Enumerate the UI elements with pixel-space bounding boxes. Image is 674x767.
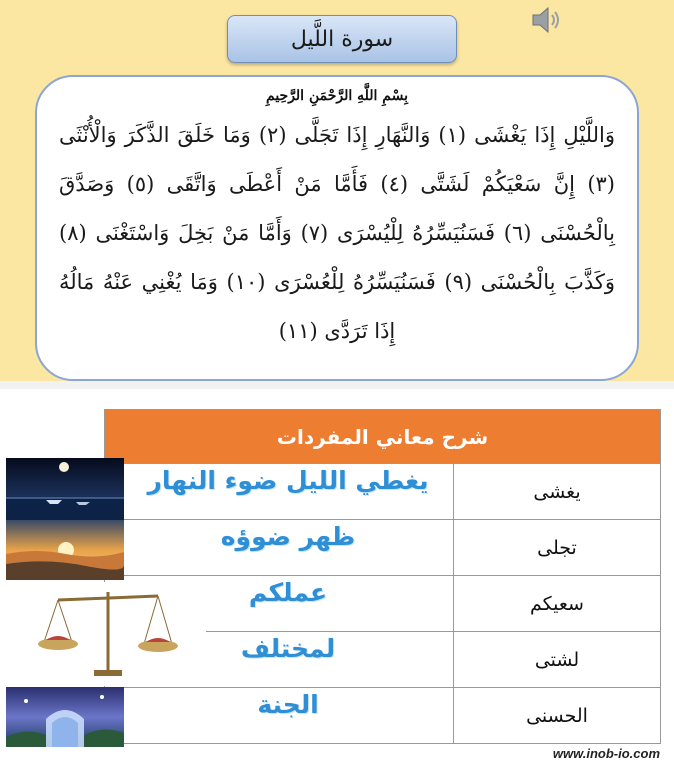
word-cell: يغشى bbox=[453, 464, 661, 519]
website-watermark: www.inob-io.com bbox=[552, 746, 660, 761]
surah-title: سورة اللَّيل bbox=[227, 15, 457, 63]
table-row bbox=[123, 520, 661, 576]
meaning-cell: ظهر ضوؤه bbox=[220, 522, 356, 551]
table-row bbox=[123, 464, 661, 520]
meaning-cell: الجنة bbox=[257, 690, 319, 719]
scale-balance-image bbox=[6, 582, 206, 686]
slide-divider bbox=[0, 381, 674, 389]
verses-panel bbox=[35, 75, 639, 381]
paradise-image bbox=[6, 687, 124, 747]
basmala: بِسْمِ اللَّهِ الرَّحْمَنِ الرَّحِيمِ bbox=[266, 88, 408, 104]
vocabulary-table-header: شرح معاني المفردات bbox=[104, 409, 661, 464]
word-cell: لشتى bbox=[453, 632, 661, 687]
slide-surah-al-layl bbox=[0, 0, 674, 381]
verses-text: وَاللَّيْلِ إِذَا يَغْشَى (١) وَالنَّهَارِ إِذَا تَجَلَّى (٢) وَمَا خَلَقَ الذَّكَرَ وَالْأُنْثَى (٣) إِنَّ سَعْيَكُمْ لَشَتَّى (٤) فَأَمَّا مَنْ أَعْطَى وَاتَّقَى (٥) وَصَدَّقَ بِالْحُسْنَى (٦) فَسَنُيَسِّرُهُ لِلْيُسْرَى (٧) وَأَمَّا مَنْ بَخِلَ وَاسْتَغْنَى (٨) وَكَذَّبَ بِالْحُسْنَى (٩) فَسَنُيَسِّرُهُ لِلْعُسْرَى (١٠) وَمَا يُغْنِي عَنْهُ مَالُهُ إِذَا تَرَدَّى (١١) bbox=[59, 123, 616, 343]
sunrise-image bbox=[6, 520, 124, 580]
meaning-cell: عملكم bbox=[248, 578, 328, 607]
table-row bbox=[123, 688, 661, 744]
speaker-icon[interactable] bbox=[530, 4, 566, 36]
word-cell: تجلى bbox=[453, 520, 661, 575]
night-sea-image bbox=[6, 458, 124, 520]
meaning-cell: لمختلف bbox=[240, 634, 336, 663]
meaning-cell: يغطي الليل ضوء النهار bbox=[147, 466, 429, 495]
word-cell: سعيكم bbox=[453, 576, 661, 631]
word-cell: الحسنى bbox=[453, 688, 661, 743]
